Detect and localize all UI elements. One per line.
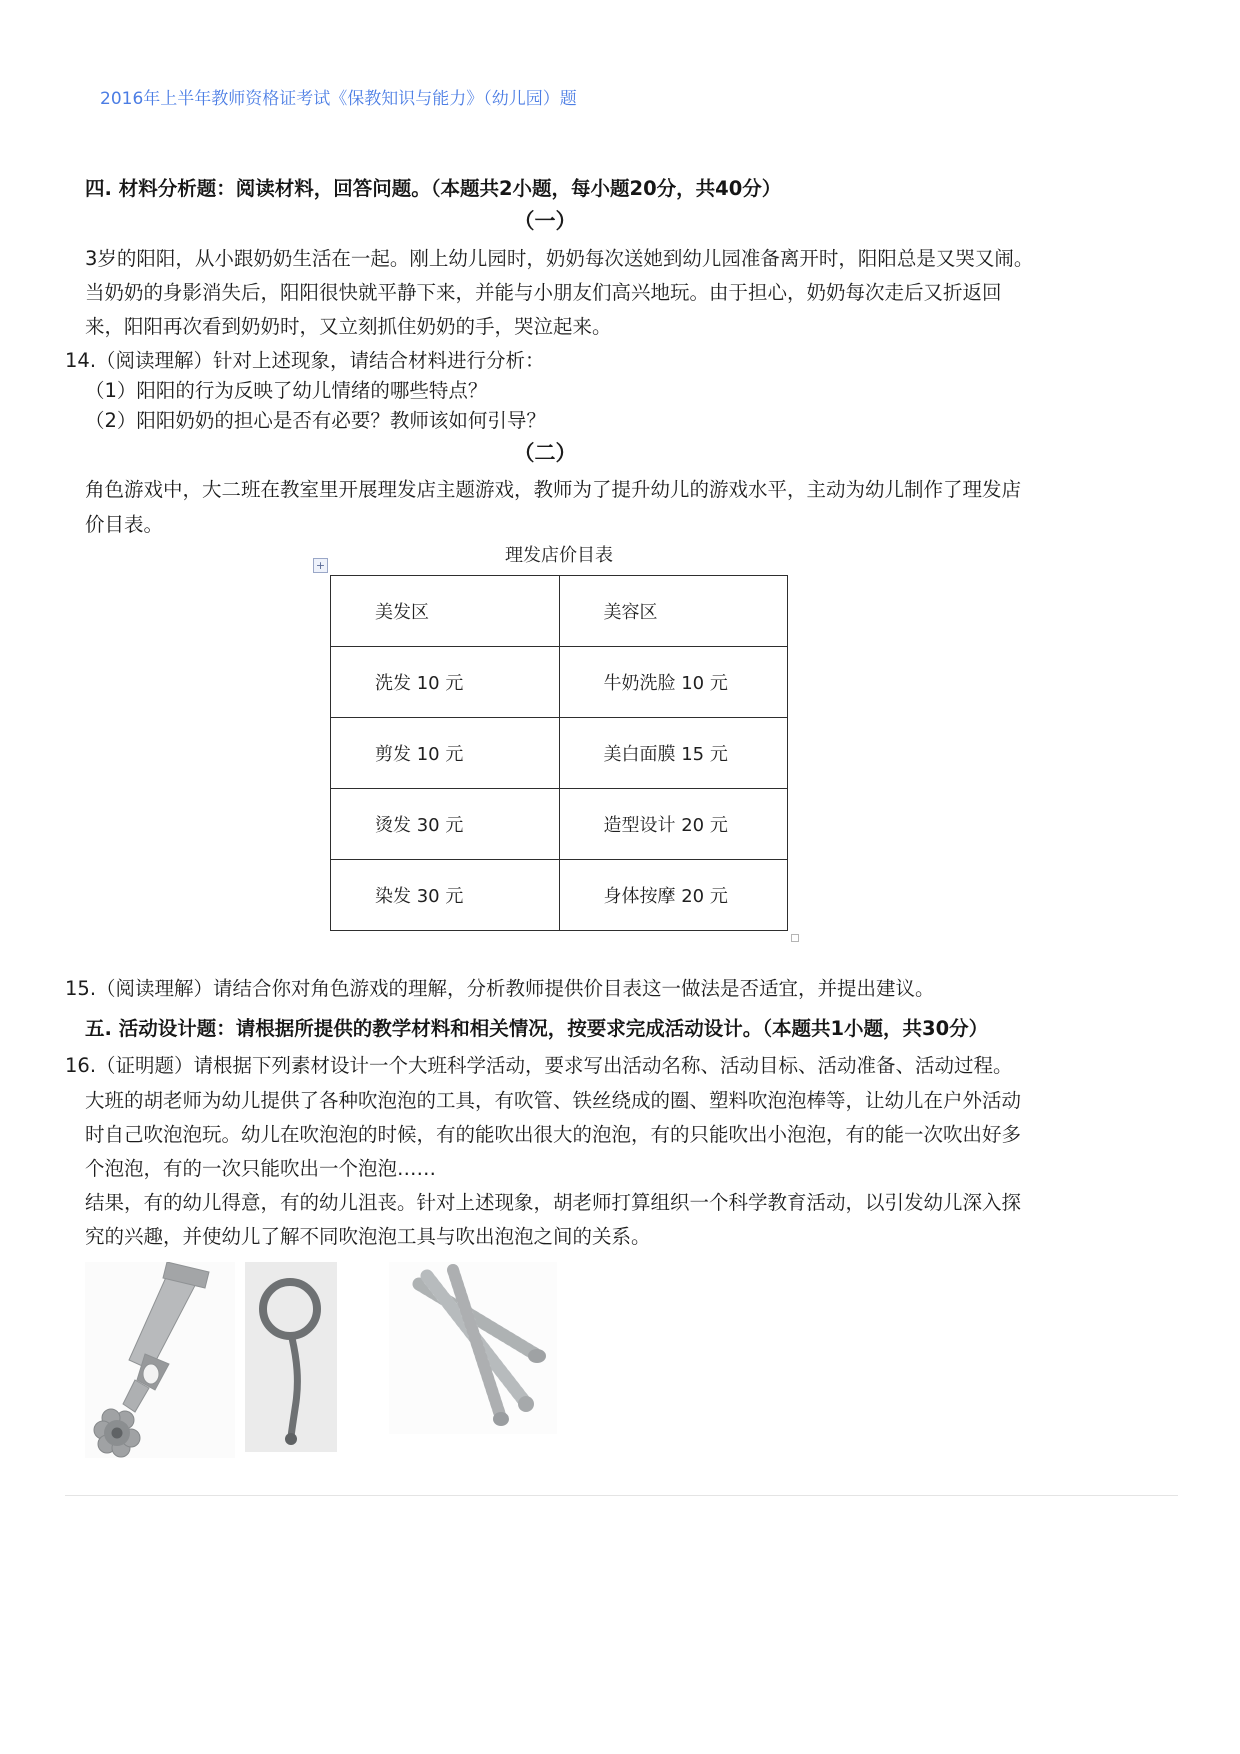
table-cell: 烫发 30 元 xyxy=(331,789,560,860)
table-cell: 牛奶洗脸 10 元 xyxy=(559,647,788,718)
part-one-label: （一） xyxy=(513,209,577,233)
price-table-area xyxy=(315,559,788,931)
document-title-link[interactable]: 2016年上半年教师资格证考试《保教知识与能力》（幼儿园）题 xyxy=(100,89,577,109)
bubble-pipe-tool-image xyxy=(85,1262,235,1462)
material-two-text: 角色游戏中，大二班在教室里开展理发店主题游戏，教师为了提升幼儿的游戏水平，主动为幼儿制作了理发店价目表。 xyxy=(85,478,1022,536)
table-move-handle-icon[interactable]: + xyxy=(313,558,328,573)
tool-images-row xyxy=(85,1262,1182,1462)
question-15: 15.（阅读理解）请结合你对角色游戏的理解，分析教师提供价目表这一做法是否适宜，并提出建议。 xyxy=(65,977,935,1000)
table-cell: 剪发 10 元 xyxy=(331,718,560,789)
page-divider xyxy=(65,1495,1178,1496)
table-cell: 洗发 10 元 xyxy=(331,647,560,718)
price-table xyxy=(330,575,788,931)
wire-loop-wand-illustration xyxy=(245,1262,337,1452)
table-header-cell: 美发区 xyxy=(331,576,560,647)
table-header-row xyxy=(331,576,788,647)
table-row xyxy=(331,647,788,718)
table-header-cell: 美容区 xyxy=(559,576,788,647)
wire-loop-wand-image xyxy=(245,1262,337,1456)
question-14-sub-2: （2）阳阳奶奶的担心是否有必要？教师该如何引导？ xyxy=(85,409,546,432)
material-one-text: 3岁的阳阳，从小跟奶奶生活在一起。刚上幼儿园时，奶奶每次送她到幼儿园准备离开时，阳阳总是又哭又闹。当奶奶的身影消失后，阳阳很快就平静下来，并能与小朋友们高兴地玩。由于担心，奶奶每次走后又折返回来，阳阳再次看到奶奶时，又立刻抓住奶奶的手，哭泣起来。 xyxy=(85,247,1034,338)
table-row xyxy=(331,860,788,931)
table-row xyxy=(331,789,788,860)
table-row xyxy=(331,718,788,789)
table-cell: 身体按摩 20 元 xyxy=(559,860,788,931)
section-four-heading: 四. 材料分析题：阅读材料，回答问题。（本题共2小题，每小题20分，共40分） xyxy=(85,177,782,200)
question-14: 14.（阅读理解）针对上述现象，请结合材料进行分析： xyxy=(65,349,545,372)
question-16: 16.（证明题）请根据下列素材设计一个大班科学活动，要求写出活动名称、活动目标、活动准备、活动过程。 xyxy=(65,1054,1013,1077)
table-cell: 造型设计 20 元 xyxy=(559,789,788,860)
question-14-sub-1: （1）阳阳的行为反映了幼儿情绪的哪些特点？ xyxy=(85,379,488,402)
material-four-text: 结果，有的幼儿得意，有的幼儿沮丧。针对上述现象，胡老师打算组织一个科学教育活动，以引发幼儿深入探究的兴趣，并使幼儿了解不同吹泡泡工具与吹出泡泡之间的关系。 xyxy=(85,1191,1022,1248)
table-cell: 染发 30 元 xyxy=(331,860,560,931)
plastic-bubble-wands-image xyxy=(389,1262,557,1438)
price-table-title: 理发店价目表 xyxy=(505,545,613,566)
table-resize-handle[interactable] xyxy=(791,934,799,942)
material-three-text: 大班的胡老师为幼儿提供了各种吹泡泡的工具，有吹管、铁丝绕成的圈、塑料吹泡泡棒等，让幼儿在户外活动时自己吹泡泡玩。幼儿在吹泡泡的时候，有的能吹出很大的泡泡，有的只能吹出小泡泡，有的能一次吹出好多个泡泡，有的一次只能吹出一个泡泡…… xyxy=(85,1089,1022,1180)
bubble-pipe-tool-illustration xyxy=(85,1262,235,1458)
section-five-heading: 五. 活动设计题：请根据所提供的教学材料和相关情况，按要求完成活动设计。（本题共1小题，共30分） xyxy=(85,1017,989,1040)
plastic-bubble-wands-illustration xyxy=(389,1262,557,1434)
part-two-label: （二） xyxy=(513,441,577,465)
table-cell: 美白面膜 15 元 xyxy=(559,718,788,789)
